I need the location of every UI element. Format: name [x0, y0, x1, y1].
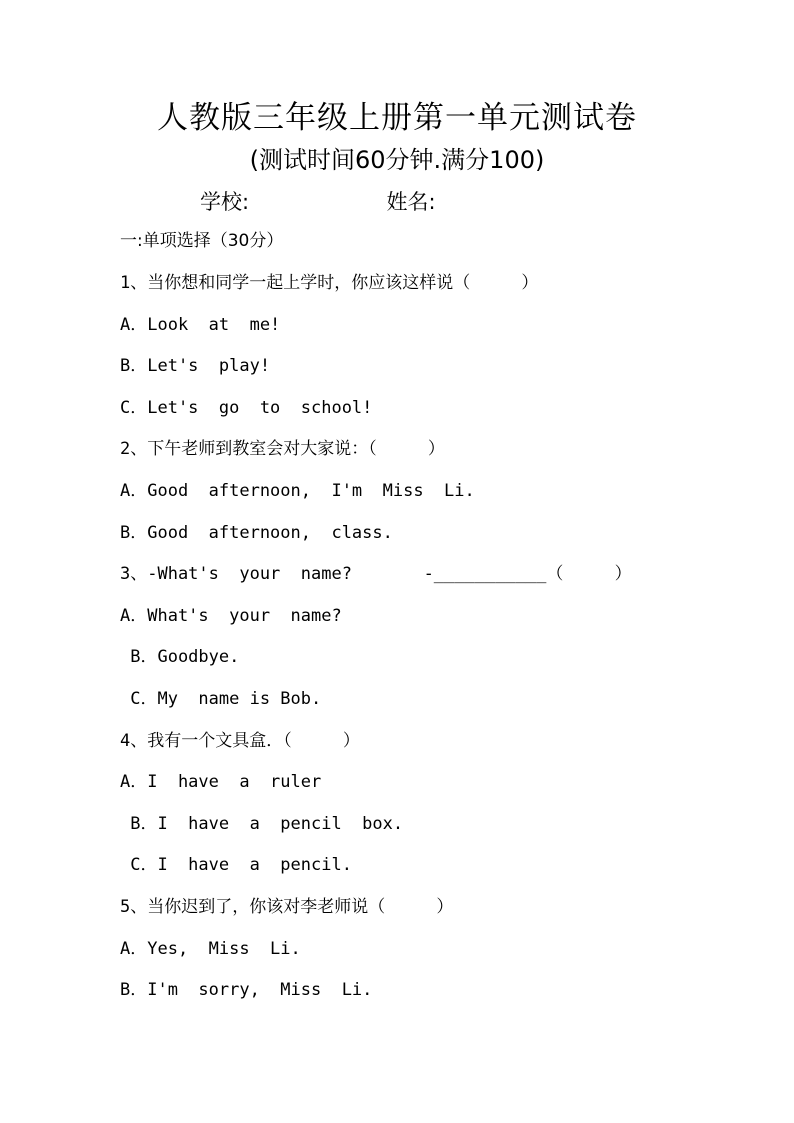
question-5-option-a: A．Yes, Miss Li. — [120, 939, 301, 959]
page-title: 人教版三年级上册第一单元测试卷 — [157, 100, 637, 136]
question-2-stem: 2、下午老师到教室会对大家说：（ ） — [120, 439, 445, 459]
page-subtitle: (测试时间60分钟.满分100) — [249, 146, 545, 174]
question-1-stem: 1、当你想和同学一起上学时，你应该这样说（ ） — [120, 273, 539, 293]
question-2-option-b: B．Good afternoon, class. — [120, 523, 393, 543]
question-3-option-c: C．My name is Bob. — [120, 689, 322, 709]
question-5-stem: 5、当你迟到了，你该对李老师说（ ） — [120, 897, 454, 917]
question-4-option-c: C．I have a pencil. — [120, 855, 352, 875]
question-1-option-a: A．Look at me! — [120, 315, 281, 335]
question-5-option-b: B．I'm sorry, Miss Li. — [120, 980, 373, 1000]
question-3-option-b: B．Goodbye. — [120, 647, 240, 667]
question-3-option-a: A．What's your name? — [120, 606, 342, 626]
question-4-stem: 4、我有一个文具盒．（ ） — [120, 731, 360, 751]
section-heading: 一:单项选择（30分） — [120, 231, 284, 251]
school-label: 学校: — [200, 190, 250, 214]
question-3-stem: 3、-What's your name? -___________（ ） — [120, 564, 632, 584]
student-info-line — [200, 184, 440, 220]
question-1-option-c: C．Let's go to school! — [120, 398, 373, 418]
question-1-option-b: B．Let's play! — [120, 356, 271, 376]
question-2-option-a: A．Good afternoon, I'm Miss Li. — [120, 481, 475, 501]
name-label: 姓名: — [386, 190, 436, 214]
question-4-option-b: B．I have a pencil box. — [120, 814, 404, 834]
question-4-option-a: A．I have a ruler — [120, 772, 322, 792]
